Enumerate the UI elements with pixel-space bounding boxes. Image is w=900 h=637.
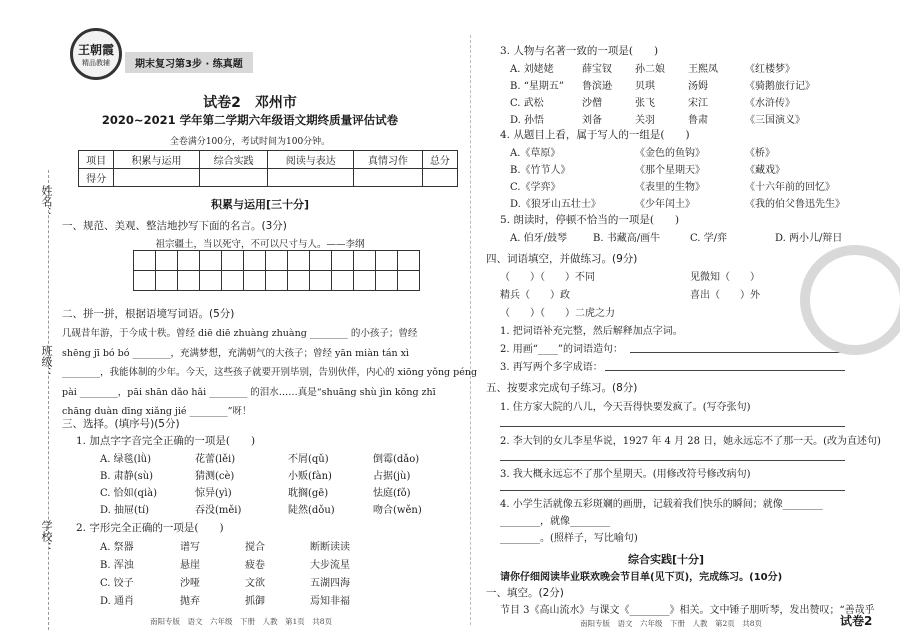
review-step-badge: 期末复习第3步 · 练真题 — [125, 52, 253, 73]
section-intro: 请你仔细阅读毕业联欢晚会节目单(见下页)，完成练习。(10分) — [500, 572, 783, 583]
option-item: 《少年闰土》 — [635, 199, 695, 210]
answer-line[interactable] — [605, 370, 845, 371]
page-tag: 试卷2 — [840, 614, 873, 628]
option[interactable]: B. 浑浊 — [100, 560, 134, 571]
option-item: 焉知非福 — [310, 596, 350, 607]
option-item: 小贩(fàn) — [288, 471, 332, 482]
option[interactable]: A. 绿毯(lǜ) — [100, 454, 152, 465]
answer-line[interactable] — [630, 352, 845, 353]
option[interactable]: C. 学/弈 — [690, 233, 728, 244]
score-header: 综合实践 — [199, 151, 268, 169]
option-item: 沙哑 — [180, 578, 200, 589]
option-item: 猜测(cè) — [195, 471, 235, 482]
option-item: 占据(jù) — [373, 471, 411, 482]
option-item: 惊异(yì) — [195, 488, 232, 499]
score-cell[interactable] — [268, 169, 354, 187]
pinyin-paragraph — [62, 324, 478, 422]
score-header: 阅读与表达 — [268, 151, 354, 169]
option-item: 五湖四海 — [310, 578, 350, 589]
sub-question: 4. 从题目上看，属于写人的一组是( ) — [500, 129, 690, 141]
idiom-blank[interactable]: 见微知（ ） — [690, 272, 760, 283]
option-item: 《我的伯父鲁迅先生》 — [745, 199, 845, 210]
option-item: 《那个星期天》 — [635, 165, 705, 176]
option-item: 《三国演义》 — [745, 115, 805, 126]
option-item: 王熙凤 — [688, 64, 718, 75]
idiom-blank[interactable]: （ ）（ ）不同 — [500, 272, 595, 283]
option-item: 鲁肃 — [688, 115, 708, 126]
sub-question: 2. 字形完全正确的一项是( ) — [76, 522, 224, 534]
idiom-blank[interactable]: 喜出（ ）外 — [690, 290, 760, 301]
sub-question: 2. 用画“____”的词语造句： — [500, 344, 623, 355]
question-title: 一、填空。(2分) — [486, 587, 564, 599]
option-item: 汤姆 — [688, 81, 708, 92]
paragraph-line: ________，我能体制的少年。今天，这些孩子就要开别毕别，告别伙伴，内心的 xiōng yǒng péng — [62, 367, 478, 378]
sub-question-cont: ________，就像________ — [500, 516, 610, 527]
score-table — [78, 150, 458, 187]
question-title: 四、词语填空，并做练习。(9分) — [486, 253, 638, 265]
fill-sentence: 节目 3《高山流水》与课文《________》相关。文中锤子朋听琴，发出赞叹；“善哉乎 — [500, 605, 875, 616]
option-item: 谱写 — [180, 542, 200, 553]
option-item: 花蕾(lěi) — [195, 454, 236, 465]
option-item: 断断读读 — [310, 542, 350, 553]
score-cell[interactable] — [114, 169, 200, 187]
option-item: 《桥》 — [745, 148, 775, 159]
option-item: 陡然(dǒu) — [288, 505, 335, 516]
option-item: 搅合 — [245, 542, 265, 553]
option[interactable]: D. 通肖 — [100, 596, 135, 607]
exam-subtitle: 2020~2021 学年第二学期六年级语文期终质量评估试卷 — [101, 113, 399, 127]
sub-question: 1. 加点字字音完全正确的一项是( ) — [76, 435, 256, 447]
option-item: 《金色的鱼钩》 — [635, 148, 705, 159]
score-cell[interactable] — [422, 169, 457, 187]
section-heading: 积累与运用[三十分] — [210, 198, 310, 211]
option-item: 抓御 — [245, 596, 265, 607]
answer-line[interactable] — [500, 490, 845, 491]
option-item: 《表里的生物》 — [635, 182, 705, 193]
sub-question: 5. 朗读时，停顿不恰当的一项是( ) — [500, 214, 680, 226]
option-item: 《藏戏》 — [745, 165, 785, 176]
option-item: 耽搁(gē) — [288, 488, 329, 499]
idiom-blank[interactable]: （ ）（ ）二虎之力 — [500, 308, 615, 319]
option[interactable]: B.《竹节人》 — [510, 165, 571, 176]
option-item: 怯庭(fǒ) — [373, 488, 411, 499]
option-item: 吻合(wěn) — [373, 505, 422, 516]
sub-question: 1. 把词语补充完整，然后解释加点字词。 — [500, 326, 683, 337]
quote-text: 祖宗疆土，当以死守，不可以尺寸与人。——李纲 — [155, 239, 365, 250]
class-label: 班级： — [40, 345, 53, 378]
option[interactable]: D.《狼牙山五壮士》 — [510, 199, 601, 210]
option-item: 悬崖 — [180, 560, 200, 571]
sub-question: 4. 小学生活就像五彩斑斓的画册，记载着我们快乐的瞬间；就像________ — [500, 499, 823, 510]
option[interactable]: D. 抽屉(tí) — [100, 505, 150, 516]
option[interactable]: C. 饺子 — [100, 578, 134, 589]
option[interactable]: C.《学弈》 — [510, 182, 561, 193]
paragraph-line: pài ________，pāi shān dǎo hǎi ________ 的泪水……真是“shuāng shù jìn kōng zhī — [62, 386, 436, 398]
answer-line[interactable] — [500, 460, 845, 461]
option[interactable]: B. 肃静(sù) — [100, 471, 154, 482]
option-item: 吞没(měi) — [195, 505, 242, 516]
option[interactable]: C. 恰如(qià) — [100, 488, 158, 499]
option-item: 《水浒传》 — [745, 98, 795, 109]
option-item: 疲卷 — [245, 560, 265, 571]
paragraph-line: shēng jī bó bó ________，充满梦想，充满朝气的大孩子；曾经 yān miàn tán xì — [62, 347, 410, 359]
sub-question: 3. 人物与名著一致的一项是( ) — [500, 45, 659, 57]
copy-grid[interactable] — [133, 250, 420, 291]
binding-line — [48, 170, 49, 630]
score-header: 真情习作 — [353, 151, 422, 169]
score-header: 积累与运用 — [114, 151, 200, 169]
option[interactable]: B. “星期五” — [510, 81, 564, 92]
sub-question-cont: ________。(照样子，写比喻句) — [500, 533, 638, 544]
sub-question: 3. 我大概永远忘不了那个星期天。(用修改符号修改病句) — [500, 469, 751, 480]
score-cell[interactable] — [353, 169, 422, 187]
option[interactable]: A.《草原》 — [510, 148, 561, 159]
exam-title: 试卷2 邓州市 — [203, 95, 297, 111]
question-title: 五、按要求完成句子练习。(8分) — [486, 382, 638, 394]
score-header: 总分 — [422, 151, 457, 169]
option-item: 文欲 — [245, 578, 265, 589]
sub-question: 1. 住方家大院的八儿，今天吾得快要发疯了。(写夺张句) — [500, 402, 751, 413]
option-item: 不屑(qǔ) — [288, 454, 329, 465]
option[interactable]: A. 祭器 — [100, 542, 134, 553]
sub-question: 3. 再写两个多字成语： — [500, 362, 603, 373]
answer-line[interactable] — [500, 426, 845, 427]
option[interactable]: C. 武松 — [510, 98, 544, 109]
option-item: 《红楼梦》 — [745, 64, 795, 75]
page-footer: 南阳专版 语文 六年级 下册 人教 第1页 共8页 — [150, 617, 333, 626]
score-cell[interactable] — [199, 169, 268, 187]
question-title: 二、拼一拼，根据语境写词语。(5分) — [62, 308, 235, 320]
option-item: 薛宝钗 — [582, 64, 612, 75]
option-item: 鲁滨逊 — [582, 81, 612, 92]
score-row-label: 得分 — [79, 169, 114, 187]
score-header: 项目 — [79, 151, 114, 169]
option[interactable]: D. 两小儿/辩日 — [775, 233, 843, 244]
option[interactable]: A. 伯牙/鼓琴 — [510, 233, 567, 244]
option-item: 《十六年前的回忆》 — [745, 182, 835, 193]
idiom-blank[interactable]: 精兵（ ）政 — [500, 290, 570, 301]
option-item: 贝琪 — [635, 81, 655, 92]
publisher-logo: 王朝霞 精品教辅 — [70, 28, 122, 80]
section-heading: 综合实践[十分] — [627, 553, 705, 566]
question-title: 一、规范、美观、整洁地抄写下面的名言。(3分) — [62, 220, 287, 232]
option-item: 大步流星 — [310, 560, 350, 571]
page-divider — [470, 35, 471, 625]
option-item: 刘备 — [582, 115, 602, 126]
option-item: 《骑鹅旅行记》 — [745, 81, 815, 92]
confidential-stamp-icon — [800, 245, 900, 355]
student-name-label: 姓名： — [40, 185, 53, 218]
sub-question: 2. 李大钊的女儿李星华说，1927 年 4 月 28 日，她永远忘不了那一天。(改为直述句) — [500, 436, 881, 447]
option[interactable]: D. 孙悟 — [510, 115, 545, 126]
option-item: 沙僧 — [582, 98, 602, 109]
page-footer: 南阳专版 语文 六年级 下册 人教 第2页 共8页 — [580, 619, 763, 628]
paragraph-line: 几砚昔年游，于今成十秩。曾经 diē diē zhuàng zhuàng ________ 的小孩子；曾经 — [62, 328, 418, 339]
option-item: 宋江 — [688, 98, 708, 109]
option-item: 孙二娘 — [635, 64, 665, 75]
question-title: 三、选择。(填序号)(5分) — [62, 418, 180, 430]
exam-note: 全卷满分100分，考试时间为100分钟。 — [169, 137, 331, 147]
option-item: 倒霉(dǎo) — [373, 454, 420, 465]
option[interactable]: B. 书藏高/画牛 — [593, 233, 661, 244]
option[interactable]: A. 刘姥姥 — [510, 64, 554, 75]
option-item: 张飞 — [635, 98, 655, 109]
option-item: 关羽 — [635, 115, 655, 126]
option-item: 抛弃 — [180, 596, 200, 607]
paragraph-line: chāng duàn dīng xiǎng jié ________”呀！ — [62, 406, 252, 417]
school-label: 学校： — [40, 520, 53, 553]
